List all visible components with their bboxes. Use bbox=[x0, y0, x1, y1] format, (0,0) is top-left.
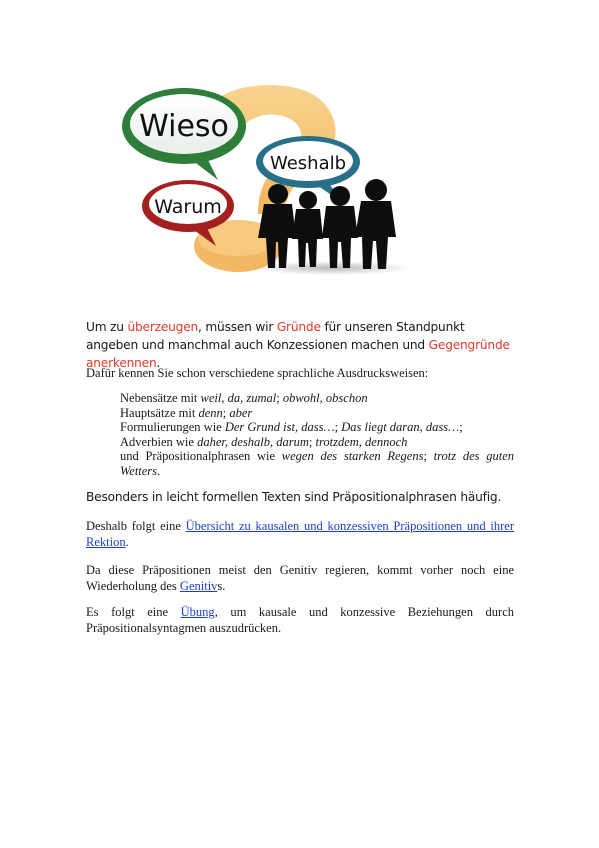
highlight-gruende: Gründe bbox=[276, 320, 321, 334]
text: . bbox=[156, 356, 161, 370]
list-item: Adverbien wie daher, deshalb, darum; trotzdem, dennoch bbox=[120, 434, 408, 449]
prepositional-note: Besonders in leicht formellen Texten sind Präpositionalphrasen häufig. bbox=[86, 490, 502, 504]
list-item: Hauptsätze mit denn; aber bbox=[120, 405, 253, 420]
exercise-paragraph: Es folgt eine Übung, um kausale und konzessive Beziehungen durch Präpositionalsyntagmen auszudrücken. bbox=[86, 605, 515, 635]
bubble-label-weshalb: Weshalb bbox=[269, 153, 347, 174]
highlight-gegengruende: Gegengründe anerkennen bbox=[86, 338, 510, 370]
genitive-link[interactable]: Genitiv bbox=[179, 579, 218, 593]
list-item: Nebensätze mit weil, da, zumal; obwohl, obschon bbox=[120, 391, 368, 405]
bubble-label-warum: Warum bbox=[154, 196, 222, 218]
expressions-intro: Dafür kennen Sie schon verschiedene sprachliche Ausdrucksweisen: bbox=[86, 366, 429, 380]
text: Um zu bbox=[86, 320, 128, 334]
text: für unseren Standpunkt angeben und manchmal auch Konzessionen machen und bbox=[86, 320, 465, 352]
overview-paragraph: Deshalb folgt eine Übersicht zu kausalen und konzessiven Präpositionen und ihrer Rektion. bbox=[86, 519, 515, 549]
hero-illustration bbox=[118, 76, 422, 276]
genitive-paragraph: Da diese Präpositionen meist den Genitiv regieren, kommt vorher noch eine Wiederholung des Genitivs. bbox=[86, 563, 514, 593]
exercise-link[interactable]: Übung bbox=[180, 605, 215, 619]
speech-bubble-wieso bbox=[122, 88, 246, 180]
children-silhouettes bbox=[252, 179, 412, 275]
list-item: Formulierungen wie Der Grund ist, dass…; Das liegt daran, dass…; bbox=[120, 420, 463, 434]
expressions-list bbox=[120, 391, 514, 478]
text: , müssen wir bbox=[198, 320, 277, 334]
overview-link[interactable]: Übersicht zu kausalen und konzessiven Präpositionen und ihrer Rektion bbox=[86, 519, 515, 549]
list-item: und Präpositionalphrasen wie wegen des starken Regens; trotz des guten Wetters. bbox=[120, 449, 514, 478]
bubble-label-wieso: Wieso bbox=[139, 109, 229, 144]
highlight-ueberzeugen: überzeugen bbox=[127, 320, 199, 334]
